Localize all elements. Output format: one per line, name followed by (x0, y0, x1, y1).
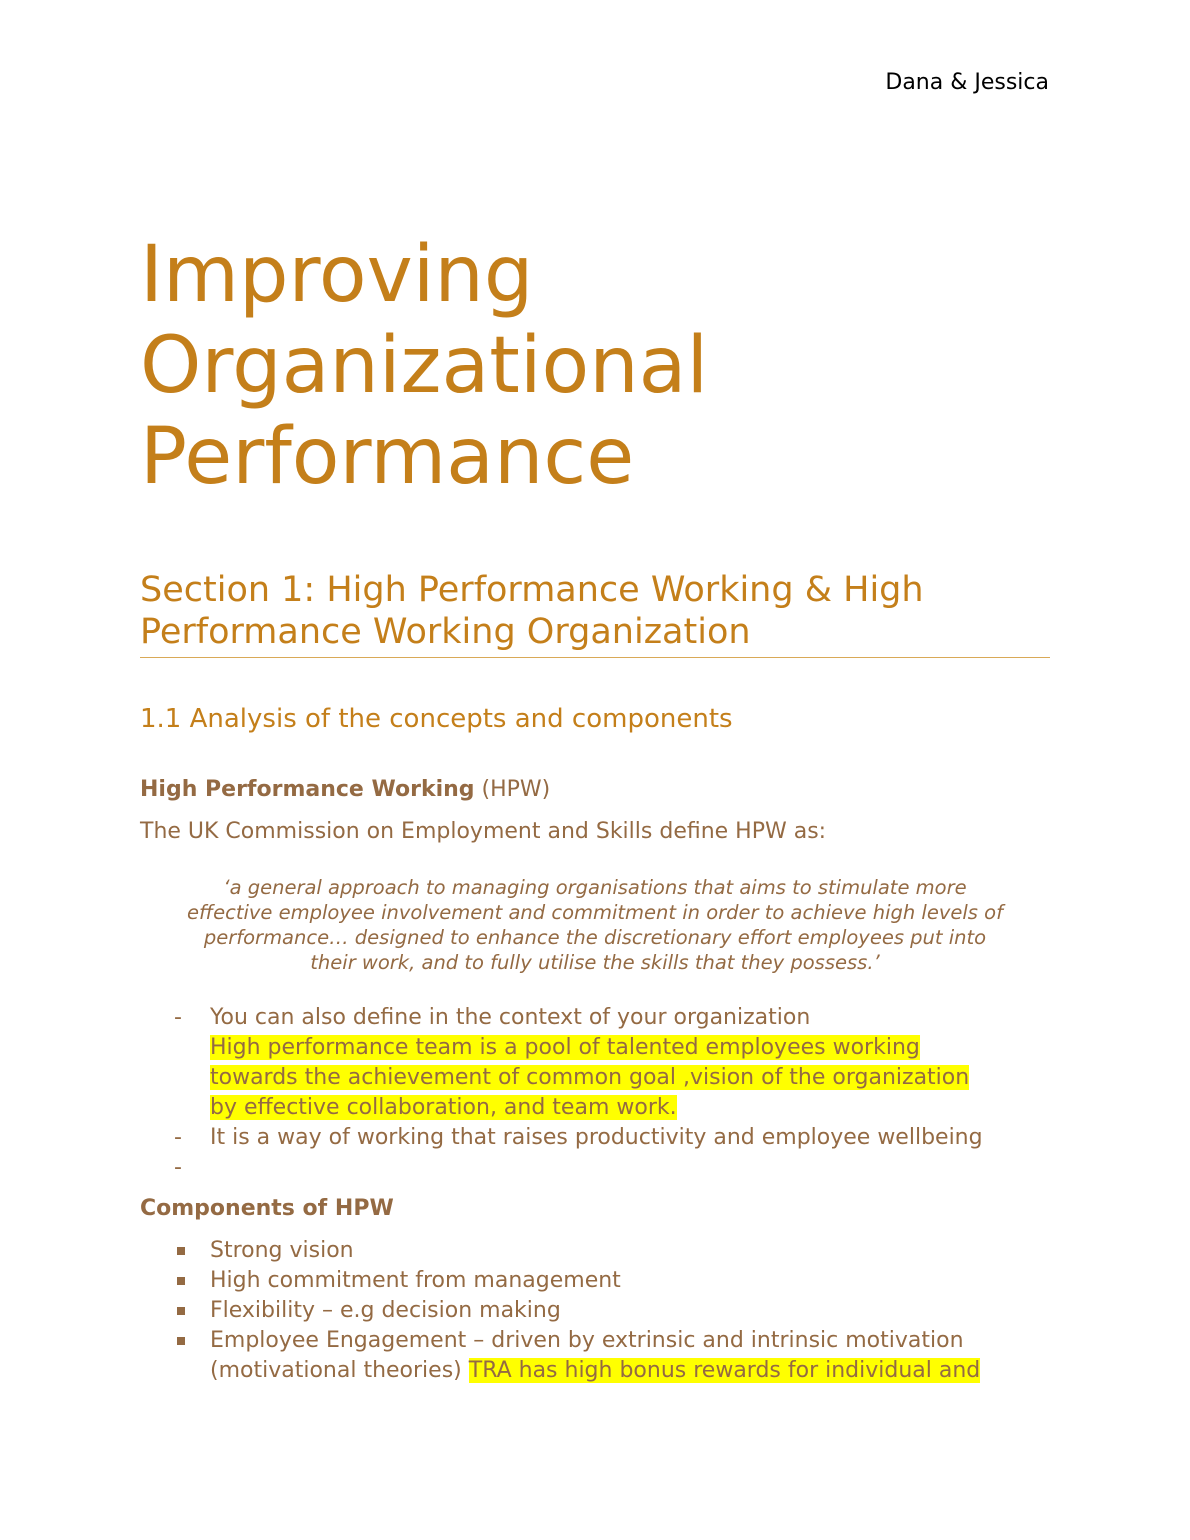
header-author: Dana & Jessica (885, 70, 1049, 95)
dash-marker: - (174, 1155, 182, 1180)
dash-marker: - (174, 1125, 182, 1150)
hpw-heading-bold: High Performance Working (140, 777, 475, 802)
square-bullet-icon (177, 1247, 185, 1255)
list-item-text: You can also define in the context of your organization (210, 1005, 811, 1030)
quote-line-4: their work, and to fully utilise the skills that they possess.’ (310, 951, 880, 974)
section-heading-line-1: Section 1: High Performance Working & High (140, 570, 924, 610)
definition-dash-list (140, 1003, 1050, 1183)
title-line-1: Improving (140, 230, 534, 320)
quote-line-2: effective employee involvement and commitment in order to achieve high levels of (187, 901, 1003, 924)
quote-line-3: performance… designed to enhance the discretionary effort employees put into (203, 926, 987, 949)
list-item-text: High commitment from management (210, 1268, 621, 1293)
list-item-text: (motivational theories) (210, 1358, 469, 1383)
hpw-heading (140, 776, 550, 804)
list-item (140, 1326, 1050, 1386)
definition-quote (140, 875, 1050, 975)
section-heading (140, 569, 1050, 658)
highlighted-text: TRA has high bonus rewards for individual and (468, 1358, 981, 1383)
list-item (140, 1236, 1050, 1266)
title-line-2: Organizational (140, 321, 709, 411)
list-item-text: It is a way of working that raises productivity and employee wellbeing (210, 1125, 983, 1150)
definition-intro: The UK Commission on Employment and Skills define HPW as: (140, 819, 827, 844)
highlighted-text: High performance team is a pool of talented employees working (210, 1035, 920, 1060)
square-bullet-icon (177, 1277, 185, 1285)
title-line-3: Performance (140, 412, 635, 502)
list-item (140, 1003, 1050, 1123)
square-bullet-icon (177, 1337, 185, 1345)
list-item-text: Employee Engagement – driven by extrinsic and intrinsic motivation (210, 1328, 964, 1353)
square-bullet-icon (177, 1307, 185, 1315)
list-item (140, 1266, 1050, 1296)
highlighted-text: by effective collaboration, and team work. (210, 1095, 677, 1120)
components-list (140, 1236, 1050, 1386)
quote-line-1: ‘a general approach to managing organisations that aims to stimulate more (223, 876, 967, 899)
list-item (140, 1123, 1050, 1153)
document-title (140, 230, 1040, 503)
subsection-heading: 1.1 Analysis of the concepts and components (140, 704, 733, 734)
highlighted-text: towards the achievement of common goal ,vision of the organization (210, 1065, 970, 1090)
list-item (140, 1296, 1050, 1326)
list-item-empty (140, 1153, 1050, 1183)
list-item-text: Strong vision (210, 1238, 354, 1263)
hpw-heading-abbrev: (HPW) (474, 777, 551, 802)
section-heading-line-2: Performance Working Organization (140, 612, 751, 652)
list-item-text: Flexibility – e.g decision making (210, 1298, 561, 1323)
components-heading: Components of HPW (140, 1196, 394, 1221)
dash-marker: - (174, 1005, 182, 1030)
